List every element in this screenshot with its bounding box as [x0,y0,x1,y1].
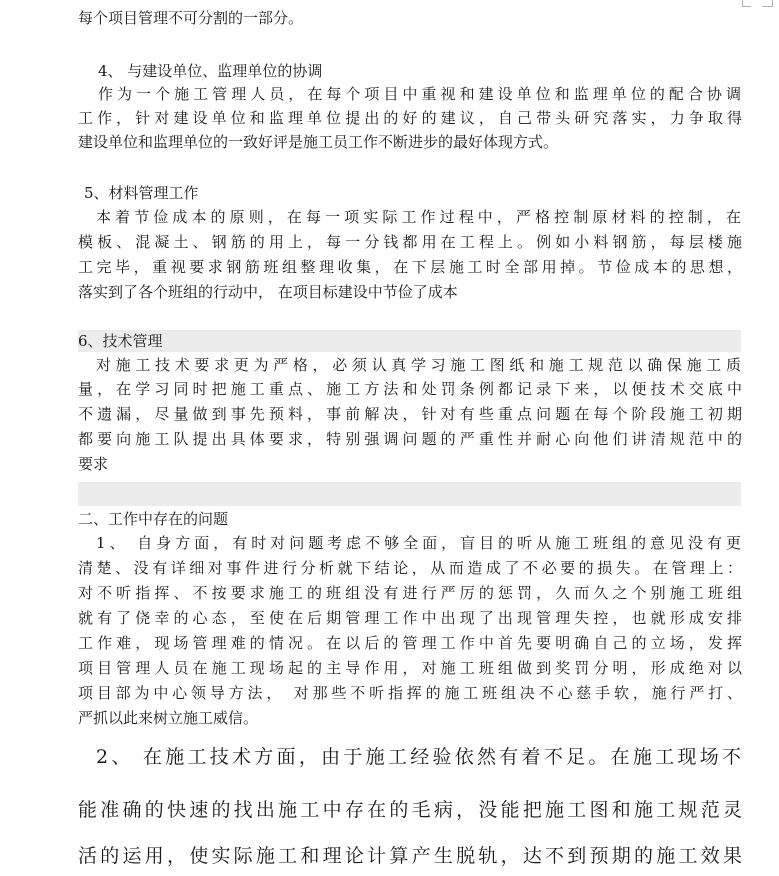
part-2-heading: 二、工作中存在的问题 [78,510,229,528]
part-2-item-2-line: 2、 在施工技术方面，由于施工经验依然有着不足。在施工现场不 [96,746,741,768]
section-4-heading: 4、 与建设单位、监理单位的协调 [98,62,323,80]
section-5-heading: 5、材料管理工作 [84,184,199,202]
section-5-line: 模板、混凝土、钢筋的用上，每一分钱都用在工程上。例如小料钢筋，每层楼施 [78,233,742,251]
section-6-line: 都要向施工队提出具体要求，特别强调问题的严重性并耐心向他们讲清规范中的 [78,430,742,448]
part-2-item-1-line: 工作难，现场管理难的情况。在以后的管理工作中首先要明确自己的立场，发挥 [78,634,742,652]
part-2-item-1-line: 对不听指挥、不按要求施工的班组没有进行严厉的惩罚，久而久之个别施工班组 [78,584,742,602]
section-5-line: 落实到了各个班组的行动中， 在项目标建设中节俭了成本 [78,283,458,301]
part-2-item-2-line: 活的运用，使实际施工和理论计算产生脱轨，达不到预期的施工效果 [78,845,742,867]
page-corner-mark [742,0,751,7]
section-6-line: 量，在学习同时把施工重点、施工方法和处罚条例都记录下来，以便技术交底中 [78,380,742,398]
section-6-heading: 6、技术管理 [78,332,163,350]
section-6-line: 对施工技术要求更为严格，必须认真学习施工图纸和施工规范以确保施工质 [96,356,741,374]
section-4-line: 工作，针对建设单位和监理单位提出的好的建议，自己带头研究落实，力争取得 [78,109,742,127]
part-2-item-1-line: 项目部为中心领导方法， 对那些不听指挥的施工班组决不心慈手软，施行严打、 [78,684,742,702]
part-2-item-1-line: 1、 自身方面，有时对问题考虑不够全面，盲目的听从施工班组的意见没有更 [96,534,741,552]
section-5-line: 工完毕，重视要求钢筋班组整理收集，在下层施工时全部用掉。节俭成本的思想， [78,258,742,276]
section-6-line: 要求 [78,455,109,473]
section-6-line: 不遗漏，尽量做到事先预料，事前解决，针对有些重点问题在每个阶段施工初期 [78,405,742,423]
section-4-line: 建设单位和监理单位的一致好评是施工员工作不断进步的最好体现方式。 [78,133,559,151]
intro-tail-line: 每个项目管理不可分割的一部分。 [78,9,304,27]
part-2-item-1-line: 清楚、没有详细对事件进行分析就下结论，从而造成了不必要的损失。在管理上： [78,559,742,577]
shaded-empty-band [78,482,741,506]
part-2-item-1-line: 项目管理人员在施工现场起的主导作用，对施工班组做到奖罚分明，形成绝对以 [78,659,742,677]
page-corner-mark [762,0,773,7]
section-5-line: 本着节俭成本的原则，在每一项实际工作过程中，严格控制原材料的控制，在 [96,208,741,226]
section-4-line: 作为一个施工管理人员，在每个项目中重视和建设单位和监理单位的配合协调 [98,85,741,103]
part-2-item-1-line: 严抓以此来树立施工威信。 [78,709,259,727]
part-2-item-1-line: 就有了侥幸的心态，至使在后期管理工作中出现了出现管理失控，也就形成安排 [78,609,742,627]
part-2-item-2-line: 能准确的快速的找出施工中存在的毛病，没能把施工图和施工规范灵 [78,799,742,821]
